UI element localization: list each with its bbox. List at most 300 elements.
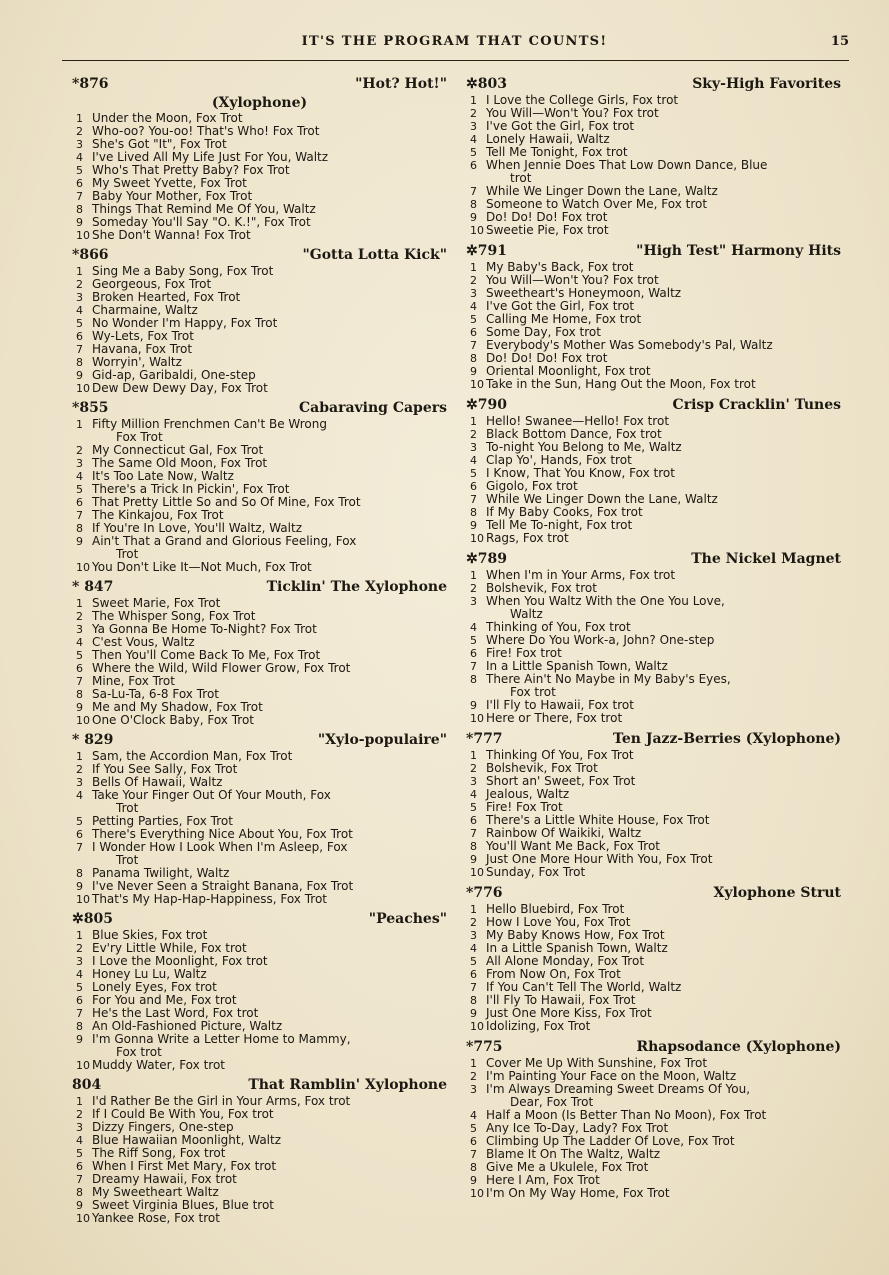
song-title: Fifty Million Frenchmen Can't Be Wrong bbox=[92, 417, 327, 431]
page-number: 15 bbox=[830, 34, 849, 49]
song-title: Wy-Lets, Fox Trot bbox=[92, 329, 194, 343]
song-number: 3 bbox=[470, 441, 477, 454]
header-rule bbox=[62, 60, 849, 61]
song-number: 9 bbox=[76, 216, 83, 229]
song-number: 5 bbox=[470, 467, 477, 480]
song-number: 10 bbox=[470, 378, 484, 391]
song-title: Dew Dew Dewy Day, Fox Trot bbox=[92, 381, 268, 395]
song-title: When I'm in Your Arms, Fox trot bbox=[486, 568, 676, 582]
record-number: *855 bbox=[72, 400, 109, 416]
song-title: Petting Parties, Fox Trot bbox=[92, 814, 233, 828]
song-title: Half a Moon (Is Better Than No Moon), Fox Trot bbox=[486, 1108, 767, 1122]
song-title: If I Could Be With You, Fox trot bbox=[92, 1107, 274, 1121]
song-title: I Know, That You Know, Fox trot bbox=[486, 466, 675, 480]
song-number: 7 bbox=[470, 185, 477, 198]
song-number: 6 bbox=[76, 1160, 83, 1173]
song-number: 10 bbox=[470, 1020, 484, 1033]
song-title: Me and My Shadow, Fox Trot bbox=[92, 700, 263, 714]
song-number: 4 bbox=[470, 1109, 477, 1122]
record-header bbox=[72, 400, 447, 418]
song-item bbox=[466, 224, 841, 237]
song-number: 4 bbox=[76, 636, 83, 649]
record-title: That Ramblin' Xylophone bbox=[248, 1077, 447, 1093]
song-title: Mine, Fox Trot bbox=[92, 674, 175, 688]
song-number: 3 bbox=[76, 291, 83, 304]
song-number: 8 bbox=[76, 1186, 83, 1199]
song-title: Sweet Marie, Fox Trot bbox=[92, 596, 221, 610]
song-title: The Same Old Moon, Fox Trot bbox=[92, 456, 268, 470]
song-title: You Will—Won't You? Fox trot bbox=[486, 106, 659, 120]
song-number: 6 bbox=[76, 496, 83, 509]
record-title: Rhapsodance (Xylophone) bbox=[636, 1039, 841, 1055]
song-number: 10 bbox=[76, 893, 90, 906]
record-section bbox=[72, 732, 447, 906]
song-number: 2 bbox=[76, 444, 83, 457]
song-number: 6 bbox=[470, 814, 477, 827]
record-number: * 829 bbox=[72, 732, 114, 748]
song-title: When I First Met Mary, Fox trot bbox=[92, 1159, 277, 1173]
song-title: That Pretty Little So and So Of Mine, Fox Trot bbox=[92, 495, 361, 509]
song-title: Black Bottom Dance, Fox trot bbox=[486, 427, 662, 441]
song-title: Here I Am, Fox Trot bbox=[486, 1173, 600, 1187]
song-number: 7 bbox=[470, 339, 477, 352]
song-number: 1 bbox=[470, 1057, 477, 1070]
song-title-continued: Fox Trot bbox=[116, 430, 163, 444]
song-title: Broken Hearted, Fox Trot bbox=[92, 290, 241, 304]
song-number: 7 bbox=[76, 190, 83, 203]
song-number: 3 bbox=[470, 595, 477, 608]
song-number: 1 bbox=[76, 750, 83, 763]
record-title: The Nickel Magnet bbox=[691, 551, 841, 567]
song-number: 6 bbox=[76, 994, 83, 1007]
song-number: 8 bbox=[76, 867, 83, 880]
record-title: Crisp Cracklin' Tunes bbox=[672, 397, 841, 413]
song-item bbox=[466, 378, 841, 391]
record-section bbox=[72, 1077, 447, 1225]
song-title: Then You'll Come Back To Me, Fox Trot bbox=[92, 648, 321, 662]
record-number: *777 bbox=[466, 731, 503, 747]
song-title: Charmaine, Waltz bbox=[92, 303, 198, 317]
song-title: Gid-ap, Garibaldi, One-step bbox=[92, 368, 256, 382]
song-number: 6 bbox=[470, 1135, 477, 1148]
song-title: There Ain't No Maybe in My Baby's Eyes, bbox=[486, 672, 731, 686]
song-title: My Sweet Yvette, Fox Trot bbox=[92, 176, 247, 190]
song-title: You'll Want Me Back, Fox Trot bbox=[486, 839, 660, 853]
song-title: Oriental Moonlight, Fox trot bbox=[486, 364, 651, 378]
song-number: 10 bbox=[76, 561, 90, 574]
song-title: Any Ice To-Day, Lady? Fox Trot bbox=[486, 1121, 669, 1135]
song-title: Here or There, Fox trot bbox=[486, 711, 623, 725]
song-number: 5 bbox=[76, 815, 83, 828]
record-title: Sky-High Favorites bbox=[692, 76, 841, 92]
record-header bbox=[72, 247, 447, 265]
song-number: 9 bbox=[470, 519, 477, 532]
song-number: 10 bbox=[470, 224, 484, 237]
song-number: 9 bbox=[76, 369, 83, 382]
song-title: Hello! Swanee—Hello! Fox trot bbox=[486, 414, 670, 428]
song-title: If My Baby Cooks, Fox trot bbox=[486, 505, 643, 519]
song-number: 9 bbox=[76, 1199, 83, 1212]
song-number: 5 bbox=[470, 1122, 477, 1135]
record-header bbox=[466, 885, 841, 903]
song-number: 8 bbox=[76, 356, 83, 369]
song-number: 4 bbox=[76, 1134, 83, 1147]
song-number: 5 bbox=[76, 649, 83, 662]
song-item bbox=[466, 1020, 841, 1033]
song-number: 5 bbox=[470, 146, 477, 159]
song-number: 9 bbox=[470, 1007, 477, 1020]
song-number: 10 bbox=[76, 1212, 90, 1225]
song-number: 8 bbox=[470, 1161, 477, 1174]
song-item bbox=[72, 229, 447, 242]
record-number: *866 bbox=[72, 247, 109, 263]
song-title-continued: Trot bbox=[116, 801, 139, 815]
song-title: You Will—Won't You? Fox trot bbox=[486, 273, 659, 287]
song-title: When You Waltz With the One You Love, bbox=[486, 594, 725, 608]
song-title: Some Day, Fox trot bbox=[486, 325, 601, 339]
song-title: If You See Sally, Fox Trot bbox=[92, 762, 238, 776]
song-title: Dreamy Hawaii, Fox trot bbox=[92, 1172, 237, 1186]
song-number: 6 bbox=[76, 330, 83, 343]
song-number: 4 bbox=[76, 304, 83, 317]
song-number: 8 bbox=[470, 352, 477, 365]
record-title: "Gotta Lotta Kick" bbox=[302, 247, 447, 263]
record-header bbox=[466, 76, 841, 94]
song-title: You Don't Like It—Not Much, Fox Trot bbox=[92, 560, 312, 574]
song-number: 8 bbox=[76, 203, 83, 216]
song-title: Cover Me Up With Sunshine, Fox Trot bbox=[486, 1056, 708, 1070]
song-number: 6 bbox=[470, 968, 477, 981]
song-number: 7 bbox=[76, 509, 83, 522]
song-title: Tell Me To-night, Fox trot bbox=[486, 518, 633, 532]
song-title: Havana, Fox Trot bbox=[92, 342, 193, 356]
song-number: 6 bbox=[470, 159, 477, 172]
record-section bbox=[466, 243, 841, 391]
song-title: Give Me a Ukulele, Fox Trot bbox=[486, 1160, 649, 1174]
song-number: 1 bbox=[76, 1095, 83, 1108]
song-number: 4 bbox=[470, 942, 477, 955]
record-title: "Xylo-populaire" bbox=[317, 732, 447, 748]
song-title-continued: trot bbox=[510, 171, 532, 185]
song-number: 9 bbox=[470, 853, 477, 866]
song-item bbox=[72, 561, 447, 574]
record-section bbox=[466, 1039, 841, 1200]
song-number: 10 bbox=[76, 1059, 90, 1072]
song-title: Muddy Water, Fox trot bbox=[92, 1058, 225, 1072]
song-item bbox=[72, 893, 447, 906]
song-number: 8 bbox=[76, 522, 83, 535]
record-title: Cabaraving Capers bbox=[299, 400, 447, 416]
record-header bbox=[466, 1039, 841, 1057]
song-title: Lonely Hawaii, Waltz bbox=[486, 132, 610, 146]
song-title: Fire! Fox trot bbox=[486, 646, 562, 660]
song-number: 7 bbox=[76, 841, 83, 854]
song-number: 10 bbox=[470, 532, 484, 545]
song-title: She Don't Wanna! Fox Trot bbox=[92, 228, 251, 242]
song-number: 3 bbox=[76, 623, 83, 636]
song-title: The Kinkajou, Fox Trot bbox=[92, 508, 224, 522]
record-number: *775 bbox=[466, 1039, 503, 1055]
song-item bbox=[72, 382, 447, 395]
song-item bbox=[72, 714, 447, 727]
song-number: 8 bbox=[76, 688, 83, 701]
song-title: I've Got the Girl, Fox trot bbox=[486, 119, 635, 133]
record-number: ✲790 bbox=[466, 397, 507, 413]
song-title: I've Lived All My Life Just For You, Waltz bbox=[92, 150, 329, 164]
song-title: Do! Do! Do! Fox trot bbox=[486, 210, 608, 224]
song-number: 5 bbox=[76, 981, 83, 994]
song-title: Sweetheart's Honeymoon, Waltz bbox=[486, 286, 682, 300]
record-number: 804 bbox=[72, 1077, 102, 1093]
song-title: Someday You'll Say "O. K.!", Fox Trot bbox=[92, 215, 311, 229]
song-title: She's Got "It", Fox Trot bbox=[92, 137, 227, 151]
song-number: 3 bbox=[470, 287, 477, 300]
song-title: I'd Rather Be the Girl in Your Arms, Fox trot bbox=[92, 1094, 351, 1108]
song-number: 7 bbox=[470, 827, 477, 840]
song-title: Take Your Finger Out Of Your Mouth, Fox bbox=[92, 788, 331, 802]
record-number: ✲791 bbox=[466, 243, 507, 259]
record-title: Ticklin' The Xylophone bbox=[266, 579, 447, 595]
song-number: 7 bbox=[76, 343, 83, 356]
song-title: If You're In Love, You'll Waltz, Waltz bbox=[92, 521, 302, 535]
song-title: Ya Gonna Be Home To-Night? Fox Trot bbox=[92, 622, 317, 636]
song-number: 5 bbox=[76, 483, 83, 496]
song-number: 2 bbox=[470, 274, 477, 287]
song-number: 2 bbox=[470, 428, 477, 441]
song-number: 6 bbox=[470, 480, 477, 493]
song-number: 1 bbox=[470, 903, 477, 916]
song-title: He's the Last Word, Fox trot bbox=[92, 1006, 259, 1020]
song-number: 7 bbox=[470, 981, 477, 994]
song-title: Take in the Sun, Hang Out the Moon, Fox trot bbox=[486, 377, 756, 391]
song-title: I Love the College Girls, Fox trot bbox=[486, 93, 679, 107]
song-title: My Baby's Back, Fox trot bbox=[486, 260, 634, 274]
song-title: I'll Fly To Hawaii, Fox Trot bbox=[486, 993, 636, 1007]
song-title: I'm Gonna Write a Letter Home to Mammy, bbox=[92, 1032, 351, 1046]
record-header bbox=[72, 76, 447, 94]
song-number: 4 bbox=[470, 621, 477, 634]
song-title: That's My Hap-Hap-Happiness, Fox Trot bbox=[92, 892, 327, 906]
song-title: The Riff Song, Fox trot bbox=[92, 1146, 226, 1160]
song-title: Bells Of Hawaii, Waltz bbox=[92, 775, 223, 789]
song-number: 4 bbox=[76, 470, 83, 483]
song-title: When Jennie Does That Low Down Dance, Blue bbox=[486, 158, 768, 172]
song-title: Thinking of You, Fox trot bbox=[486, 620, 631, 634]
song-title: Hello Bluebird, Fox Trot bbox=[486, 902, 625, 916]
song-number: 8 bbox=[470, 198, 477, 211]
song-number: 5 bbox=[470, 955, 477, 968]
song-title: Ev'ry Little While, Fox trot bbox=[92, 941, 247, 955]
song-number: 7 bbox=[76, 675, 83, 688]
song-item bbox=[72, 1059, 447, 1072]
song-title: To-night You Belong to Me, Waltz bbox=[486, 440, 682, 454]
song-number: 4 bbox=[470, 300, 477, 313]
song-number: 4 bbox=[470, 788, 477, 801]
song-number: 7 bbox=[470, 493, 477, 506]
song-title: Where Do You Work-a, John? One-step bbox=[486, 633, 715, 647]
song-title: Who-oo? You-oo! That's Who! Fox Trot bbox=[92, 124, 320, 138]
song-title: Rainbow Of Waikiki, Waltz bbox=[486, 826, 642, 840]
record-section bbox=[72, 400, 447, 574]
song-title: Sweetie Pie, Fox trot bbox=[486, 223, 609, 237]
song-number: 2 bbox=[470, 1070, 477, 1083]
record-section bbox=[72, 911, 447, 1072]
song-title: For You and Me, Fox trot bbox=[92, 993, 237, 1007]
song-title: Sunday, Fox Trot bbox=[486, 865, 586, 879]
record-section bbox=[466, 397, 841, 545]
song-number: 2 bbox=[470, 916, 477, 929]
song-number: 3 bbox=[470, 120, 477, 133]
record-header bbox=[466, 243, 841, 261]
song-title: Lonely Eyes, Fox trot bbox=[92, 980, 217, 994]
song-title: Calling Me Home, Fox trot bbox=[486, 312, 642, 326]
song-number: 1 bbox=[470, 749, 477, 762]
song-title: Sweet Virginia Blues, Blue trot bbox=[92, 1198, 275, 1212]
song-number: 1 bbox=[470, 415, 477, 428]
song-title: Ain't That a Grand and Glorious Feeling, Fox bbox=[92, 534, 357, 548]
song-title: Everybody's Mother Was Somebody's Pal, Waltz bbox=[486, 338, 773, 352]
record-title: "Peaches" bbox=[368, 911, 447, 927]
song-number: 3 bbox=[76, 138, 83, 151]
song-number: 1 bbox=[470, 94, 477, 107]
record-section bbox=[466, 76, 841, 237]
record-subtitle: (Xylophone) bbox=[211, 95, 308, 111]
song-title: Just One More Hour With You, Fox Trot bbox=[486, 852, 713, 866]
song-title: My Baby Knows How, Fox Trot bbox=[486, 928, 665, 942]
song-title: All Alone Monday, Fox Trot bbox=[486, 954, 645, 968]
song-title: Clap Yo', Hands, Fox trot bbox=[486, 453, 632, 467]
song-number: 10 bbox=[470, 866, 484, 879]
record-section bbox=[72, 247, 447, 395]
record-title: "Hot? Hot!" bbox=[355, 76, 447, 92]
song-item bbox=[466, 532, 841, 545]
song-title: While We Linger Down the Lane, Waltz bbox=[486, 184, 718, 198]
song-number: 8 bbox=[470, 840, 477, 853]
record-header bbox=[72, 911, 447, 929]
song-title: Climbing Up The Ladder Of Love, Fox Trot bbox=[486, 1134, 735, 1148]
song-number: 5 bbox=[76, 1147, 83, 1160]
song-title: Short an' Sweet, Fox Trot bbox=[486, 774, 636, 788]
song-number: 9 bbox=[470, 211, 477, 224]
record-header bbox=[466, 551, 841, 569]
record-section bbox=[466, 885, 841, 1033]
song-number: 1 bbox=[470, 261, 477, 274]
song-title: Bolshevik, Fox trot bbox=[486, 581, 597, 595]
song-title: Dizzy Fingers, One-step bbox=[92, 1120, 234, 1134]
song-number: 3 bbox=[470, 929, 477, 942]
song-number: 1 bbox=[76, 929, 83, 942]
song-number: 3 bbox=[76, 955, 83, 968]
record-header bbox=[72, 732, 447, 750]
song-title: Idolizing, Fox Trot bbox=[486, 1019, 591, 1033]
song-number: 3 bbox=[76, 776, 83, 789]
song-title: An Old-Fashioned Picture, Waltz bbox=[92, 1019, 283, 1033]
song-title: I'm On My Way Home, Fox Trot bbox=[486, 1186, 670, 1200]
song-title: Baby Your Mother, Fox Trot bbox=[92, 189, 253, 203]
song-number: 6 bbox=[76, 662, 83, 675]
record-section bbox=[72, 76, 447, 242]
song-number: 10 bbox=[76, 382, 90, 395]
song-number: 4 bbox=[76, 789, 83, 802]
song-title: Someone to Watch Over Me, Fox trot bbox=[486, 197, 708, 211]
song-number: 5 bbox=[76, 317, 83, 330]
song-number: 2 bbox=[76, 1108, 83, 1121]
song-title-continued: Trot bbox=[116, 853, 139, 867]
song-title-continued: Waltz bbox=[510, 607, 543, 621]
song-number: 4 bbox=[470, 454, 477, 467]
song-title: Just One More Kiss, Fox Trot bbox=[486, 1006, 652, 1020]
song-title: Georgeous, Fox Trot bbox=[92, 277, 212, 291]
record-number: ✲803 bbox=[466, 76, 507, 92]
song-title: I Wonder How I Look When I'm Asleep, Fox bbox=[92, 840, 348, 854]
record-number: * 847 bbox=[72, 579, 114, 595]
song-title: Tell Me Tonight, Fox trot bbox=[486, 145, 628, 159]
song-number: 10 bbox=[76, 229, 90, 242]
song-title: Who's That Pretty Baby? Fox Trot bbox=[92, 163, 290, 177]
record-number: ✲789 bbox=[466, 551, 507, 567]
song-title: Where the Wild, Wild Flower Grow, Fox Trot bbox=[92, 661, 351, 675]
song-title-continued: Trot bbox=[116, 547, 139, 561]
record-title: "High Test" Harmony Hits bbox=[636, 243, 841, 259]
record-header bbox=[466, 397, 841, 415]
song-number: 7 bbox=[470, 660, 477, 673]
song-title: Panama Twilight, Waltz bbox=[92, 866, 230, 880]
song-number: 5 bbox=[76, 164, 83, 177]
song-number: 9 bbox=[470, 1174, 477, 1187]
song-title: Yankee Rose, Fox trot bbox=[92, 1211, 220, 1225]
song-number: 1 bbox=[76, 597, 83, 610]
song-number: 5 bbox=[470, 801, 477, 814]
song-title: It's Too Late Now, Waltz bbox=[92, 469, 234, 483]
song-number: 6 bbox=[470, 326, 477, 339]
left-column bbox=[72, 76, 447, 1230]
song-title: Under the Moon, Fox Trot bbox=[92, 111, 243, 125]
song-number: 6 bbox=[76, 177, 83, 190]
song-number: 9 bbox=[76, 880, 83, 893]
song-item bbox=[466, 712, 841, 725]
song-number: 1 bbox=[76, 112, 83, 125]
song-title-continued: Dear, Fox Trot bbox=[510, 1095, 594, 1109]
song-number: 2 bbox=[470, 582, 477, 595]
song-number: 9 bbox=[470, 365, 477, 378]
song-item bbox=[466, 866, 841, 879]
song-title: There's a Trick In Pickin', Fox Trot bbox=[92, 482, 290, 496]
song-title: Sa-Lu-Ta, 6-8 Fox Trot bbox=[92, 687, 219, 701]
record-number: *876 bbox=[72, 76, 109, 92]
song-number: 5 bbox=[470, 313, 477, 326]
song-title: Blame It On The Waltz, Waltz bbox=[486, 1147, 661, 1161]
song-number: 8 bbox=[76, 1020, 83, 1033]
song-number: 5 bbox=[470, 634, 477, 647]
song-title: Rags, Fox trot bbox=[486, 531, 569, 545]
song-title: Sing Me a Baby Song, Fox Trot bbox=[92, 264, 274, 278]
song-title: Gigolo, Fox trot bbox=[486, 479, 578, 493]
song-title: I Love the Moonlight, Fox trot bbox=[92, 954, 268, 968]
record-number: *776 bbox=[466, 885, 503, 901]
record-number: ✲805 bbox=[72, 911, 113, 927]
song-title: How I Love You, Fox Trot bbox=[486, 915, 631, 929]
song-number: 1 bbox=[470, 569, 477, 582]
song-number: 1 bbox=[76, 418, 83, 431]
song-number: 6 bbox=[76, 828, 83, 841]
song-title: I'm Painting Your Face on the Moon, Waltz bbox=[486, 1069, 737, 1083]
record-section bbox=[72, 579, 447, 727]
page-header bbox=[60, 34, 849, 58]
song-title: My Sweetheart Waltz bbox=[92, 1185, 219, 1199]
song-title: One O'Clock Baby, Fox Trot bbox=[92, 713, 254, 727]
song-title: If You Can't Tell The World, Waltz bbox=[486, 980, 682, 994]
song-title: I've Never Seen a Straight Banana, Fox Trot bbox=[92, 879, 354, 893]
